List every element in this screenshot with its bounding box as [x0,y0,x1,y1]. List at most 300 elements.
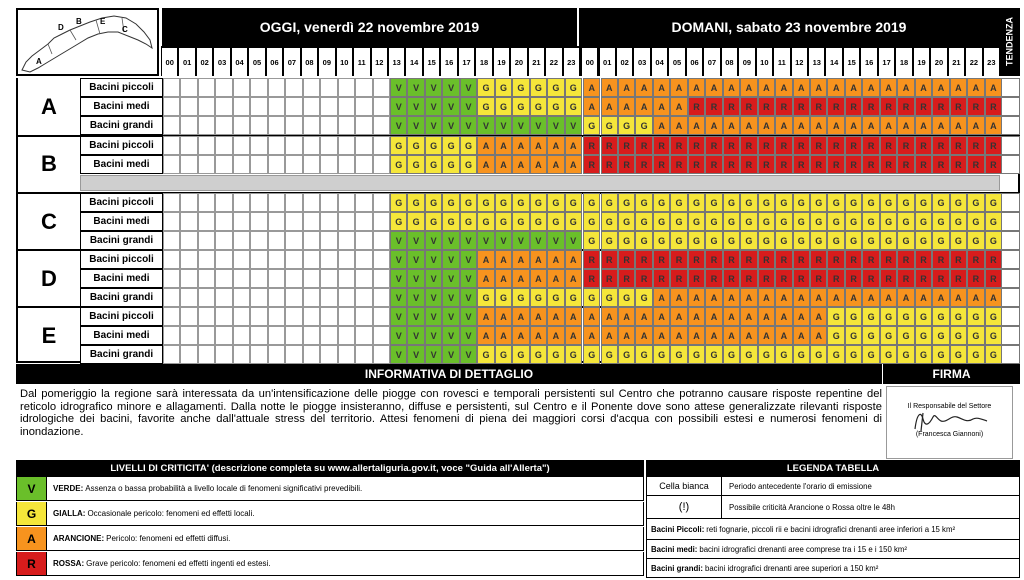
hour-label: 10 [337,48,352,76]
criticality-cell: R [793,250,810,269]
criticality-cell: A [758,116,775,135]
criticality-cell: A [950,78,967,97]
criticality-cell: R [601,269,618,288]
criticality-cell: V [495,116,512,135]
trend-cell [1001,269,1020,288]
criticality-cell: G [601,231,618,250]
criticality-cell [320,307,337,326]
criticality-cell [180,250,197,269]
criticality-cell: V [407,97,424,116]
criticality-cell: A [758,307,775,326]
criticality-cell: G [442,136,459,155]
criticality-cell: A [512,250,529,269]
criticality-cell: V [442,231,459,250]
criticality-cell [355,212,372,231]
criticality-cell [180,193,197,212]
criticality-cell: A [740,307,757,326]
criticality-cell: V [547,231,564,250]
criticality-cell: G [390,155,407,174]
criticality-cell: V [390,116,407,135]
criticality-cell: G [407,193,424,212]
criticality-cell: A [827,116,844,135]
criticality-cell [285,136,302,155]
criticality-cell: G [845,212,862,231]
criticality-cell: A [775,78,792,97]
criticality-cell [355,193,372,212]
criticality-cell [198,78,215,97]
criticality-cell: G [705,193,722,212]
trend-cell [1001,136,1020,155]
criticality-cell: V [407,345,424,364]
criticality-cell: G [793,345,810,364]
criticality-cell: G [810,193,827,212]
criticality-cell: R [810,250,827,269]
criticality-cell: R [845,250,862,269]
criticality-cell: R [950,97,967,116]
criticality-cell: A [530,155,547,174]
criticality-cell [320,78,337,97]
criticality-cell: A [845,288,862,307]
legend-key-exclamation: (!) [647,496,722,518]
criticality-cell: G [495,78,512,97]
hour-label: 04 [652,48,667,76]
criticality-cell: A [723,78,740,97]
criticality-cell: A [653,97,670,116]
criticality-cell [285,269,302,288]
criticality-cell: R [635,250,652,269]
criticality-cell: V [547,116,564,135]
criticality-cell: G [618,193,635,212]
criticality-cell [285,231,302,250]
criticality-cell [198,97,215,116]
criticality-cell [303,136,320,155]
level-text [53,502,255,525]
criticality-cell: V [442,307,459,326]
criticality-cell: G [583,212,600,231]
criticality-cell: R [880,269,897,288]
criticality-cell: A [810,326,827,345]
row-label: Bacini piccoli [80,136,163,155]
hours-row [161,46,999,76]
criticality-cell: R [915,136,932,155]
criticality-cell [180,155,197,174]
criticality-cell [373,345,390,364]
criticality-cell: G [512,78,529,97]
legend-piccoli-desc: reti fognarie, piccoli rii e bacini idrografici drenanti aree inferiori a 15 km² [706,524,956,534]
criticality-cell: V [425,78,442,97]
criticality-cell: A [688,116,705,135]
criticality-cell: G [985,193,1002,212]
criticality-cell [215,116,232,135]
criticality-cell: A [932,116,949,135]
criticality-cell: R [932,136,949,155]
criticality-cell: A [723,326,740,345]
criticality-cell: A [775,326,792,345]
criticality-cell: G [827,193,844,212]
criticality-cell [285,116,302,135]
criticality-cell [320,250,337,269]
criticality-cell: A [583,97,600,116]
criticality-cell [180,231,197,250]
criticality-cell: R [723,155,740,174]
criticality-cell: G [758,345,775,364]
criticality-cell: V [390,269,407,288]
criticality-cell [355,136,372,155]
level-name: VERDE: [53,484,84,493]
criticality-cell: V [442,326,459,345]
criticality-cell [250,269,267,288]
handwritten-signature-icon [907,409,997,433]
criticality-cell: G [390,136,407,155]
criticality-cell: G [653,212,670,231]
criticality-cell: A [495,155,512,174]
hour-label: 05 [249,48,264,76]
trend-header: TENDENZA [999,8,1020,76]
criticality-cell: R [880,155,897,174]
criticality-cell: A [618,97,635,116]
criticality-cell: G [530,193,547,212]
hour-label: 17 [879,48,894,76]
criticality-cell: G [653,345,670,364]
hour-label: 15 [424,48,439,76]
criticality-cell: G [601,193,618,212]
criticality-cell: A [583,78,600,97]
criticality-cell: G [880,326,897,345]
criticality-cell: V [460,345,477,364]
criticality-cell: R [723,97,740,116]
criticality-cell: G [688,231,705,250]
criticality-cell: R [932,155,949,174]
criticality-cell: G [547,212,564,231]
criticality-cell: G [967,212,984,231]
criticality-cell: A [967,288,984,307]
criticality-cell: G [723,193,740,212]
criticality-cell: G [565,288,582,307]
criticality-cell: R [967,155,984,174]
criticality-cell [373,116,390,135]
criticality-cell: A [688,307,705,326]
criticality-cell: A [653,307,670,326]
hour-label: 20 [511,48,526,76]
criticality-cell: A [932,78,949,97]
criticality-cell: G [950,193,967,212]
criticality-cell [250,212,267,231]
criticality-cell: G [635,345,652,364]
row-label: Bacini piccoli [80,78,163,97]
level-desc: Pericolo: fenomeni ed effetti diffusi. [106,534,231,543]
criticality-cell: V [407,116,424,135]
criticality-cell: G [897,212,914,231]
criticality-cell: A [512,155,529,174]
criticality-cell: V [512,116,529,135]
hour-label: 08 [302,48,317,76]
criticality-cell: A [740,288,757,307]
criticality-cell: A [897,288,914,307]
criticality-cell: V [390,326,407,345]
criticality-cell: G [618,345,635,364]
criticality-cell: A [670,78,687,97]
criticality-cell [355,78,372,97]
criticality-cell: A [775,116,792,135]
criticality-cell: R [740,250,757,269]
criticality-cell [198,136,215,155]
criticality-cell: A [810,116,827,135]
criticality-cell: A [618,78,635,97]
criticality-cell: A [810,78,827,97]
criticality-cell: V [530,116,547,135]
criticality-cell: R [932,97,949,116]
criticality-cell: G [932,231,949,250]
criticality-cell: R [705,97,722,116]
criticality-cell: R [793,155,810,174]
criticality-cell [268,116,285,135]
criticality-cell [285,97,302,116]
criticality-cell: G [653,193,670,212]
criticality-cell: G [862,345,879,364]
criticality-cell: R [583,136,600,155]
criticality-cell: G [740,345,757,364]
criticality-cell [285,193,302,212]
criticality-cell: G [915,212,932,231]
criticality-cell: R [758,250,775,269]
criticality-cell: R [653,250,670,269]
criticality-cell: A [985,78,1002,97]
criticality-cell [180,269,197,288]
hour-label: 22 [546,48,561,76]
legend-row-grandi [646,559,1020,578]
criticality-cell: G [688,345,705,364]
criticality-cell: V [460,307,477,326]
criticality-cell: A [565,155,582,174]
criticality-cell [268,288,285,307]
criticality-cell: A [862,288,879,307]
criticality-cell [303,155,320,174]
criticality-cell: R [758,155,775,174]
criticality-cell: G [775,212,792,231]
criticality-cell: R [705,269,722,288]
criticality-cell: V [442,250,459,269]
criticality-cell: A [565,269,582,288]
criticality-cell: G [862,307,879,326]
trend-cell [1001,345,1020,364]
criticality-cell [163,250,180,269]
criticality-cell: G [670,345,687,364]
criticality-cell: A [583,326,600,345]
criticality-cell: A [565,136,582,155]
row-label: Bacini medi [80,269,163,288]
criticality-cell: G [793,193,810,212]
criticality-cell: V [425,269,442,288]
criticality-cell: R [915,97,932,116]
criticality-cell: A [950,288,967,307]
criticality-cell [163,326,180,345]
criticality-cell: R [723,250,740,269]
criticality-cell [320,193,337,212]
legend-grandi-name: Bacini grandi: [651,563,703,573]
criticality-cell: G [950,307,967,326]
criticality-cell [250,307,267,326]
criticality-cell [373,212,390,231]
criticality-cell: G [477,212,494,231]
criticality-cell: A [810,307,827,326]
map-label-d: D [58,23,64,32]
alert-bulletin [16,8,1020,578]
criticality-cell: G [670,212,687,231]
criticality-cell: A [670,307,687,326]
criticality-cell: R [915,269,932,288]
criticality-cell: G [390,193,407,212]
criticality-cell [338,212,355,231]
criticality-cell [250,231,267,250]
criticality-cell [233,155,250,174]
criticality-cell: G [897,231,914,250]
criticality-cell [320,116,337,135]
criticality-cell: R [967,97,984,116]
criticality-cell: V [407,288,424,307]
hour-label: 01 [179,48,194,76]
criticality-cell: R [793,97,810,116]
criticality-cell [303,193,320,212]
criticality-cell [163,269,180,288]
criticality-cell [303,288,320,307]
criticality-cell: G [530,78,547,97]
criticality-cell: G [967,307,984,326]
criticality-cell [180,288,197,307]
criticality-cell [215,307,232,326]
criticality-cell [373,231,390,250]
criticality-cell: A [705,78,722,97]
criticality-cell [285,326,302,345]
criticality-cell [233,193,250,212]
criticality-cell: A [775,288,792,307]
criticality-cell: G [530,97,547,116]
criticality-cell: V [407,231,424,250]
criticality-cell: A [775,307,792,326]
trend-cell [1001,231,1020,250]
map-label-c: C [122,25,128,34]
criticality-cell [373,193,390,212]
criticality-cell: A [880,116,897,135]
tomorrow-header: DOMANI, sabato 23 novembre 2019 [578,8,999,46]
criticality-cell [285,345,302,364]
criticality-cell: G [740,231,757,250]
criticality-cell [320,97,337,116]
criticality-cell: R [862,269,879,288]
criticality-cell [180,326,197,345]
row-label: Bacini grandi [80,345,163,364]
criticality-cell: V [460,269,477,288]
criticality-cell [215,78,232,97]
hour-label: 12 [792,48,807,76]
criticality-cell: A [601,307,618,326]
criticality-cell [233,97,250,116]
criticality-cell: A [670,326,687,345]
criticality-cell: R [950,269,967,288]
criticality-cell: V [425,231,442,250]
hour-label: 03 [634,48,649,76]
criticality-cell: G [583,288,600,307]
criticality-cell: A [512,269,529,288]
criticality-cell [215,345,232,364]
criticality-cell: A [530,250,547,269]
criticality-cell: V [425,288,442,307]
criticality-cell: G [915,345,932,364]
criticality-cell: A [827,288,844,307]
criticality-cell [303,116,320,135]
criticality-cell: G [915,193,932,212]
hour-label: 07 [284,48,299,76]
criticality-cell: G [601,212,618,231]
criticality-cell: A [653,116,670,135]
criticality-cell: A [495,326,512,345]
criticality-cell: R [845,269,862,288]
criticality-cell: A [688,78,705,97]
map-label-b: B [76,17,82,26]
criticality-cell [198,307,215,326]
criticality-cell [268,269,285,288]
criticality-cell: G [635,193,652,212]
criticality-cell: V [460,288,477,307]
criticality-cell [268,231,285,250]
criticality-cell: V [512,231,529,250]
criticality-cell [198,288,215,307]
level-row [16,527,644,551]
hour-label: 12 [372,48,387,76]
criticality-cell: R [670,269,687,288]
criticality-cell: A [618,307,635,326]
row-label: Bacini piccoli [80,250,163,269]
criticality-cell: A [793,78,810,97]
criticality-cell: R [670,155,687,174]
criticality-cell: R [670,136,687,155]
criticality-cell: G [547,345,564,364]
criticality-cell: G [670,193,687,212]
criticality-cell: G [530,345,547,364]
zone-letter-d: D [41,265,57,291]
criticality-cell: G [985,212,1002,231]
criticality-cell: G [827,231,844,250]
criticality-cell: V [425,307,442,326]
criticality-cell [163,193,180,212]
criticality-cell: R [827,250,844,269]
criticality-cell: R [601,155,618,174]
criticality-cell [163,116,180,135]
criticality-cell [180,136,197,155]
criticality-cell: G [862,193,879,212]
criticality-cell: G [547,97,564,116]
zone-letter-e: E [41,322,57,348]
criticality-cell [268,250,285,269]
criticality-cell: R [775,136,792,155]
criticality-cell [320,155,337,174]
criticality-cell: R [897,136,914,155]
criticality-cell: A [477,269,494,288]
criticality-cell: A [565,307,582,326]
criticality-cell: G [967,231,984,250]
criticality-cell: G [635,288,652,307]
criticality-cell: A [635,307,652,326]
criticality-cell: A [477,155,494,174]
row-label: Bacini grandi [80,288,163,307]
criticality-cell: A [477,136,494,155]
criticality-cell: A [740,78,757,97]
criticality-cell: G [950,212,967,231]
criticality-cell: G [985,307,1002,326]
hour-label: 09 [319,48,334,76]
region-map [16,8,159,76]
level-name: GIALLA: [53,509,86,518]
hour-label: 02 [197,48,212,76]
